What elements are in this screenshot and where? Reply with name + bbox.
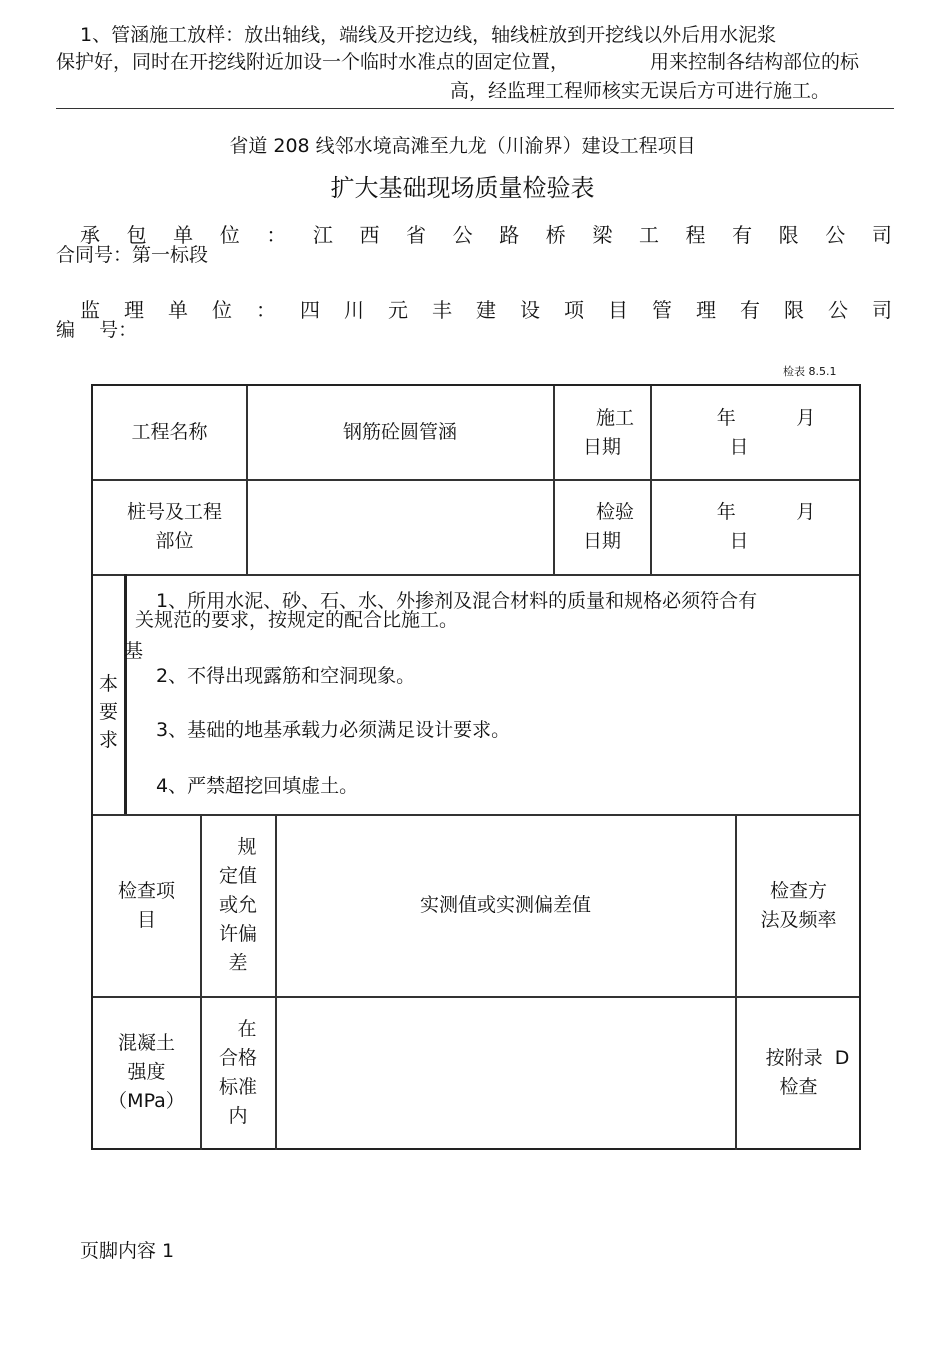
requirement-4: 4、严禁超挖回填虚土。: [156, 775, 359, 797]
contractor-char: 承: [80, 223, 100, 247]
supervisor-char: 管: [652, 298, 672, 322]
row-method: 按附录 D 检查: [765, 1046, 850, 1098]
contract-number: 合同号：第一标段: [56, 244, 209, 266]
contractor-char: 程: [685, 223, 706, 247]
supervisor-char: 川: [344, 298, 364, 322]
column-item: 检查项 目: [117, 879, 175, 931]
project-name-label: 工程名称: [131, 421, 208, 443]
row-measured[interactable]: [276, 997, 735, 1148]
intro-line-2b: 用来控制各结构部位的标: [650, 51, 860, 73]
column-measured: 实测值或实测偏差值: [419, 894, 591, 916]
project-name-value: 钢筋砼圆管涵: [342, 421, 457, 443]
intro-line-3: 高，经监理工程师核实无误后方可进行施工。: [450, 80, 831, 102]
contractor-char: 位: [219, 223, 240, 247]
supervisor-char: 元: [388, 298, 408, 322]
inspect-date-value: 年 月 日: [716, 501, 816, 552]
contractor-char: 公: [825, 223, 846, 247]
supervisor-char: 监: [80, 298, 100, 322]
requirement-3: 3、基础的地基承载力必须满足设计要求。: [156, 719, 511, 741]
inspect-date-label: 检验 日期: [582, 501, 634, 552]
supervisor-char: ：: [256, 298, 276, 322]
build-date-label: 施工 日期: [582, 406, 634, 458]
station-value[interactable]: [247, 480, 553, 574]
contractor-char: 西: [359, 223, 380, 247]
supervisor-char: 限: [784, 298, 804, 322]
contractor-char: 路: [499, 223, 520, 247]
contractor-char: 江: [312, 223, 333, 247]
supervisor-char: 四: [300, 298, 320, 322]
form-title: 扩大基础现场质量检验表: [330, 174, 595, 202]
row-line-2: [93, 574, 859, 576]
build-date-value: 年 月 日: [716, 406, 816, 458]
supervisor-char: 司: [872, 298, 892, 322]
requirement-2: 2、不得出现露筋和空洞现象。: [156, 665, 416, 687]
contractor-char: 单: [173, 223, 194, 247]
contractor-char: 包: [126, 223, 147, 247]
supervisor-char: 丰: [432, 298, 452, 322]
contractor-char: 省: [406, 223, 427, 247]
req-side-divider: [124, 574, 127, 814]
project-name: 省道 208 线邻水境高滩至九龙（川渝界）建设工程项目: [229, 135, 696, 157]
supervisor-char: 目: [608, 298, 628, 322]
intro-line-2: 保护好，同时在开挖线附近加设一个临时水准点的固定位置，: [56, 51, 570, 73]
requirement-1a: 1、所用水泥、砂、石、水、外掺剂及混合材料的质量和规格必须符合有: [156, 590, 758, 612]
intro-line-1: 1、管涵施工放样：放出轴线，端线及开挖边线，轴线桩放到开挖线以外后用水泥浆: [80, 24, 777, 46]
supervisor-char: 单: [168, 298, 188, 322]
form-reference: 检表 8.5.1: [783, 365, 837, 378]
supervisor-char: 有: [740, 298, 760, 322]
station-label: 桩号及工程 部位: [126, 501, 222, 552]
contractor-char: 工: [638, 223, 659, 247]
req-side-label: 本 要 求: [98, 673, 118, 751]
contractor-char: 有: [732, 223, 753, 247]
supervisor-char: 理: [696, 298, 716, 322]
contractor-char: 司: [871, 223, 892, 247]
row-spec: 在 合格 标准 内: [218, 1017, 257, 1127]
supervisor-char: 位: [212, 298, 232, 322]
header-divider: [56, 108, 894, 109]
column-method: 检查方 法及频率: [760, 879, 837, 931]
supervisor-char: 建: [476, 298, 496, 322]
page-footer: 页脚内容 1: [80, 1240, 175, 1262]
inspection-form: [91, 384, 861, 1150]
supervisor-char: 项: [564, 298, 584, 322]
requirement-1b: 关规范的要求，按规定的配合比施工。: [135, 609, 459, 631]
contractor-char: ：: [266, 223, 287, 247]
contractor-char: 限: [778, 223, 799, 247]
contractor-char: 桥: [545, 223, 566, 247]
serial-number: 编 号：: [56, 319, 138, 341]
req-side-char: 基: [124, 640, 144, 662]
contractor-char: 公: [452, 223, 473, 247]
supervisor-char: 设: [520, 298, 540, 322]
contractor-char: 梁: [592, 223, 613, 247]
row-item: 混凝土 强度 （MPa）: [108, 1032, 185, 1112]
column-spec: 规 定值 或允 许偏 差: [218, 836, 257, 974]
supervisor-char: 公: [828, 298, 848, 322]
supervisor-char: 理: [124, 298, 144, 322]
supervisor-line: [80, 294, 892, 323]
